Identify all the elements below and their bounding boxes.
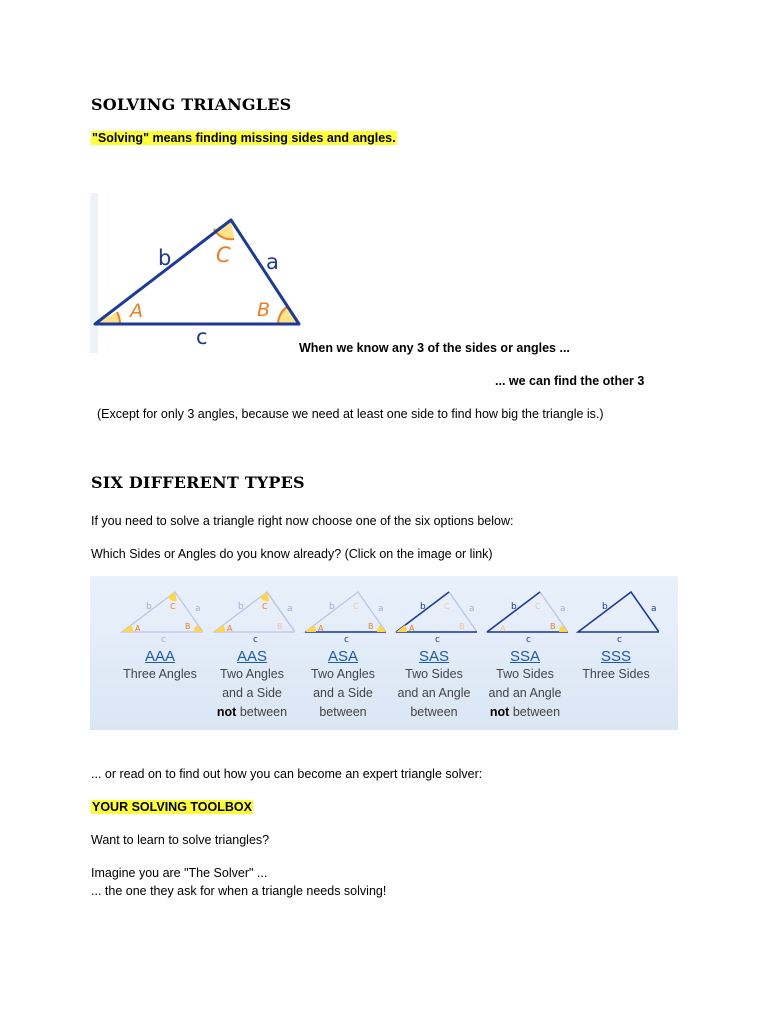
option-sas-desc-1: Two Sides: [405, 667, 463, 681]
svg-text:b: b: [420, 602, 426, 612]
label-angle-B: B: [257, 299, 271, 321]
svg-text:B: B: [368, 622, 374, 631]
svg-text:b: b: [602, 602, 608, 612]
option-aas-desc-1: Two Angles: [220, 667, 284, 681]
svg-text:A: A: [227, 624, 233, 633]
imagine-line: Imagine you are "The Solver" ...: [91, 866, 268, 880]
label-side-c: c: [196, 325, 208, 349]
option-aas-desc-2: and a Side: [222, 686, 282, 700]
option-sas-desc-2: and an Angle: [397, 686, 471, 700]
sss-triangle-icon: [573, 584, 659, 646]
svg-text:b: b: [238, 602, 244, 612]
which-line: Which Sides or Angles do you know already? (Click on the image or link): [91, 547, 493, 561]
option-sas-link[interactable]: SAS: [418, 648, 449, 665]
aas-triangle-icon: [209, 584, 295, 646]
svg-text:C: C: [170, 602, 176, 611]
svg-text:A: A: [135, 624, 141, 633]
option-aas[interactable]: [207, 584, 297, 724]
svg-text:a: a: [195, 604, 201, 614]
svg-text:c: c: [526, 635, 531, 645]
label-side-a: a: [266, 250, 279, 274]
svg-text:c: c: [161, 635, 166, 645]
option-sas[interactable]: [389, 584, 479, 724]
label-side-b: b: [158, 246, 172, 270]
find-line: ... we can find the other 3: [495, 374, 645, 388]
svg-text:c: c: [435, 635, 440, 645]
svg-text:c: c: [344, 635, 349, 645]
asa-triangle-icon: [300, 584, 386, 646]
diagram-edge: [90, 193, 98, 353]
option-ssa-desc-2: and an Angle: [488, 686, 562, 700]
option-aaa[interactable]: [115, 584, 205, 724]
svg-text:B: B: [550, 622, 556, 631]
svg-text:A: A: [500, 624, 506, 633]
option-aaa-link[interactable]: AAA: [144, 648, 175, 665]
svg-text:B: B: [185, 622, 191, 631]
svg-text:C: C: [444, 602, 450, 611]
option-sss-link[interactable]: SSS: [600, 648, 631, 665]
label-angle-C: C: [216, 243, 231, 267]
option-ssa-desc-1: Two Sides: [496, 667, 554, 681]
svg-text:c: c: [253, 635, 258, 645]
toolbox-title: YOUR SOLVING TOOLBOX: [92, 800, 252, 814]
option-aaa-desc: Three Angles: [123, 667, 197, 681]
option-asa-desc-1: Two Angles: [311, 667, 375, 681]
svg-text:b: b: [329, 602, 335, 612]
option-asa[interactable]: [298, 584, 388, 724]
svg-text:A: A: [409, 624, 415, 633]
option-aas-link[interactable]: AAS: [236, 648, 267, 665]
page-title: SOLVING TRIANGLES: [91, 95, 292, 114]
one-line: ... the one they ask for when a triangle needs solving!: [91, 884, 387, 898]
need-line: If you need to solve a triangle right now choose one of the six options below:: [91, 514, 514, 528]
triangle-diagram: [90, 193, 312, 353]
read-on-line: ... or read on to find out how you can become an expert triangle solver:: [91, 767, 483, 781]
option-sss-desc: Three Sides: [582, 667, 650, 681]
option-sss[interactable]: [571, 584, 661, 724]
svg-text:a: a: [651, 604, 657, 614]
sas-triangle-icon: [391, 584, 477, 646]
option-ssa[interactable]: [480, 584, 570, 724]
svg-text:C: C: [262, 602, 268, 611]
svg-text:C: C: [353, 602, 359, 611]
except-line: (Except for only 3 angles, because we need at least one side to find how big the triangle is.): [97, 407, 604, 421]
option-aas-desc-3: not between: [216, 705, 288, 719]
aaa-triangle-icon: [117, 584, 203, 646]
svg-text:B: B: [277, 622, 283, 631]
svg-text:b: b: [146, 602, 152, 612]
want-line: Want to learn to solve triangles?: [91, 833, 270, 847]
know-line: When we know any 3 of the sides or angles ...: [299, 341, 570, 355]
svg-text:a: a: [469, 604, 475, 614]
svg-text:c: c: [617, 635, 622, 645]
svg-text:B: B: [459, 622, 465, 631]
triangle-types-panel: [90, 576, 678, 730]
ssa-triangle-icon: [482, 584, 568, 646]
option-asa-desc-2: and a Side: [313, 686, 373, 700]
section-title-six-types: SIX DIFFERENT TYPES: [91, 473, 305, 492]
option-ssa-link[interactable]: SSA: [509, 648, 540, 665]
svg-text:b: b: [511, 602, 517, 612]
svg-text:a: a: [378, 604, 384, 614]
option-sas-desc-3: between: [410, 705, 458, 719]
label-angle-A: A: [130, 300, 143, 322]
svg-text:A: A: [318, 624, 324, 633]
option-asa-link[interactable]: ASA: [327, 648, 358, 665]
svg-text:a: a: [560, 604, 566, 614]
option-ssa-desc-3: not between: [489, 705, 561, 719]
svg-text:C: C: [535, 602, 541, 611]
option-asa-desc-3: between: [319, 705, 367, 719]
svg-text:a: a: [287, 604, 293, 614]
intro-highlight: "Solving" means finding missing sides and angles.: [92, 131, 396, 145]
